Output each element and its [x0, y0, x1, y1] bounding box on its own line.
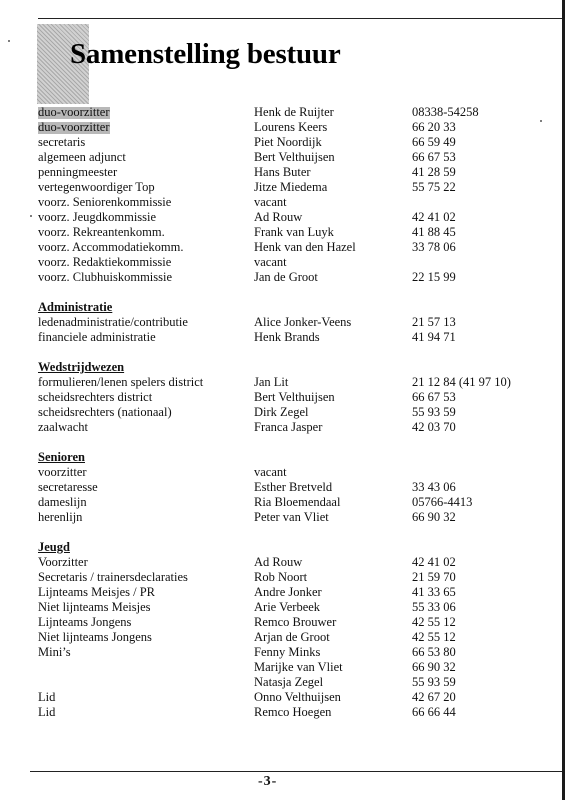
member-name: Marijke van Vliet — [254, 660, 343, 674]
member-name: Andre Jonker — [254, 585, 322, 599]
member-name: Henk de Ruijter — [254, 105, 334, 119]
member-name: Jan de Groot — [254, 270, 318, 284]
scan-speck — [8, 40, 10, 42]
section-header-row — [38, 300, 558, 315]
role-label: ledenadministratie/contributie — [38, 315, 188, 329]
member-name: Henk van den Hazel — [254, 240, 356, 254]
phone-number: 41 88 45 — [412, 225, 456, 239]
role-label: Niet lijnteams Jongens — [38, 630, 152, 644]
phone-number: 21 12 84 (41 97 10) — [412, 375, 511, 389]
phone-number: 42 55 12 — [412, 615, 456, 629]
member-row — [38, 135, 558, 150]
member-name: vacant — [254, 195, 287, 209]
role-label: duo-voorzitter — [38, 105, 110, 119]
member-name: Rob Noort — [254, 570, 308, 584]
phone-number: 66 66 44 — [412, 705, 456, 719]
member-name: Jan Lit — [254, 375, 289, 389]
role-label: penningmeester — [38, 165, 118, 179]
member-name: Henk Brands — [254, 330, 320, 344]
member-row — [38, 405, 558, 420]
role-label: Mini’s — [38, 645, 71, 659]
member-name: Bert Velthuijsen — [254, 150, 335, 164]
role-label: Lid — [38, 705, 56, 719]
phone-number: 66 59 49 — [412, 135, 456, 149]
member-row — [38, 375, 558, 390]
member-name: Dirk Zegel — [254, 405, 309, 419]
member-row — [38, 645, 558, 660]
member-name: Ad Rouw — [254, 555, 303, 569]
member-name: vacant — [254, 465, 287, 479]
member-row — [38, 600, 558, 615]
member-name: Esther Bretveld — [254, 480, 333, 494]
section-spacer — [38, 525, 558, 540]
section-spacer — [38, 435, 558, 450]
role-label: voorz. Jeugdkommissie — [38, 210, 157, 224]
bottom-rule — [30, 771, 562, 772]
phone-number: 41 28 59 — [412, 165, 456, 179]
role-label: voorz. Accommodatiekomm. — [38, 240, 184, 254]
phone-number: 22 15 99 — [412, 270, 456, 284]
phone-number: 42 41 02 — [412, 555, 456, 569]
member-row — [38, 150, 558, 165]
role-label: scheidsrechters district — [38, 390, 153, 404]
role-label: voorz. Rekreantenkomm. — [38, 225, 165, 239]
phone-number: 55 33 06 — [412, 600, 456, 614]
member-row — [38, 390, 558, 405]
role-label: Secretaris / trainersdeclaraties — [38, 570, 188, 584]
section-header-row — [38, 450, 558, 465]
top-rule — [38, 18, 562, 19]
section-header-row — [38, 360, 558, 375]
phone-number: 33 78 06 — [412, 240, 456, 254]
section-header-row — [38, 540, 558, 555]
member-row — [38, 480, 558, 495]
scan-speck — [540, 120, 542, 122]
phone-number: 08338-54258 — [412, 105, 479, 119]
member-name: Hans Buter — [254, 165, 311, 179]
role-label: Lijnteams Jongens — [38, 615, 132, 629]
member-name: vacant — [254, 255, 287, 269]
role-label: duo-voorzitter — [38, 120, 110, 134]
member-name: Alice Jonker-Veens — [254, 315, 352, 329]
member-row — [38, 120, 558, 135]
member-row — [38, 195, 558, 210]
member-name: Piet Noordijk — [254, 135, 322, 149]
phone-number: 42 67 20 — [412, 690, 456, 704]
member-row — [38, 615, 558, 630]
member-name: Lourens Keers — [254, 120, 328, 134]
member-row — [38, 270, 558, 285]
role-label: voorz. Seniorenkommissie — [38, 195, 172, 209]
role-label: voorz. Clubhuiskommissie — [38, 270, 173, 284]
member-name: Remco Hoegen — [254, 705, 332, 719]
member-row — [38, 165, 558, 180]
phone-number: 05766-4413 — [412, 495, 473, 509]
role-label: Lijnteams Meisjes / PR — [38, 585, 156, 599]
section-heading: Wedstrijdwezen — [38, 360, 125, 374]
role-label: zaalwacht — [38, 420, 88, 434]
member-name: Franca Jasper — [254, 420, 323, 434]
member-row — [38, 690, 558, 705]
role-label: financiele administratie — [38, 330, 156, 344]
phone-number: 21 57 13 — [412, 315, 456, 329]
section-heading: Jeugd — [38, 540, 70, 554]
phone-number: 42 55 12 — [412, 630, 456, 644]
phone-number: 33 43 06 — [412, 480, 456, 494]
section-heading: Senioren — [38, 450, 85, 464]
phone-number: 55 75 22 — [412, 180, 456, 194]
section-spacer — [38, 345, 558, 360]
section-spacer — [38, 285, 558, 300]
role-label: Niet lijnteams Meisjes — [38, 600, 151, 614]
phone-number: 66 90 32 — [412, 660, 456, 674]
member-name: Ad Rouw — [254, 210, 303, 224]
role-label: Lid — [38, 690, 56, 704]
member-row — [38, 705, 558, 720]
member-row — [38, 465, 558, 480]
role-label: Voorzitter — [38, 555, 88, 569]
member-row — [38, 180, 558, 195]
member-row — [38, 495, 558, 510]
member-row — [38, 660, 558, 675]
phone-number: 42 41 02 — [412, 210, 456, 224]
member-row — [38, 210, 558, 225]
member-name: Bert Velthuijsen — [254, 390, 335, 404]
role-label: formulieren/lenen spelers district — [38, 375, 204, 389]
phone-number: 55 93 59 — [412, 675, 456, 689]
phone-number: 66 67 53 — [412, 390, 456, 404]
phone-number: 21 59 70 — [412, 570, 456, 584]
scan-speck — [30, 215, 32, 217]
phone-number: 66 20 33 — [412, 120, 456, 134]
member-row — [38, 330, 558, 345]
board-members-list — [38, 105, 558, 720]
member-name: Onno Velthuijsen — [254, 690, 341, 704]
phone-number: 41 94 71 — [412, 330, 456, 344]
role-label: vertegenwoordiger Top — [38, 180, 155, 194]
page-title: Samenstelling bestuur — [70, 38, 341, 70]
member-row — [38, 315, 558, 330]
phone-number: 41 33 65 — [412, 585, 456, 599]
member-row — [38, 675, 558, 690]
role-label: herenlijn — [38, 510, 83, 524]
member-name: Peter van Vliet — [254, 510, 329, 524]
role-label: voorz. Redaktiekommissie — [38, 255, 172, 269]
phone-number: 42 03 70 — [412, 420, 456, 434]
member-row — [38, 255, 558, 270]
member-name: Frank van Luyk — [254, 225, 334, 239]
member-name: Natasja Zegel — [254, 675, 324, 689]
member-row — [38, 555, 558, 570]
member-row — [38, 105, 558, 120]
member-row — [38, 510, 558, 525]
member-name: Jitze Miedema — [254, 180, 328, 194]
phone-number: 55 93 59 — [412, 405, 456, 419]
phone-number: 66 90 32 — [412, 510, 456, 524]
role-label: secretaris — [38, 135, 86, 149]
role-label: voorzitter — [38, 465, 87, 479]
member-name: Remco Brouwer — [254, 615, 337, 629]
role-label: secretaresse — [38, 480, 98, 494]
page-number: -3- — [258, 774, 278, 789]
member-name: Ria Bloemendaal — [254, 495, 341, 509]
member-row — [38, 630, 558, 645]
phone-number: 66 67 53 — [412, 150, 456, 164]
section-heading: Administratie — [38, 300, 113, 314]
member-name: Arie Verbeek — [254, 600, 321, 614]
role-label: scheidsrechters (nationaal) — [38, 405, 172, 419]
member-row — [38, 420, 558, 435]
member-row — [38, 585, 558, 600]
phone-number: 66 53 80 — [412, 645, 456, 659]
member-name: Fenny Minks — [254, 645, 321, 659]
role-label: dameslijn — [38, 495, 87, 509]
member-row — [38, 240, 558, 255]
member-row — [38, 225, 558, 240]
role-label: algemeen adjunct — [38, 150, 126, 164]
member-row — [38, 570, 558, 585]
member-name: Arjan de Groot — [254, 630, 330, 644]
